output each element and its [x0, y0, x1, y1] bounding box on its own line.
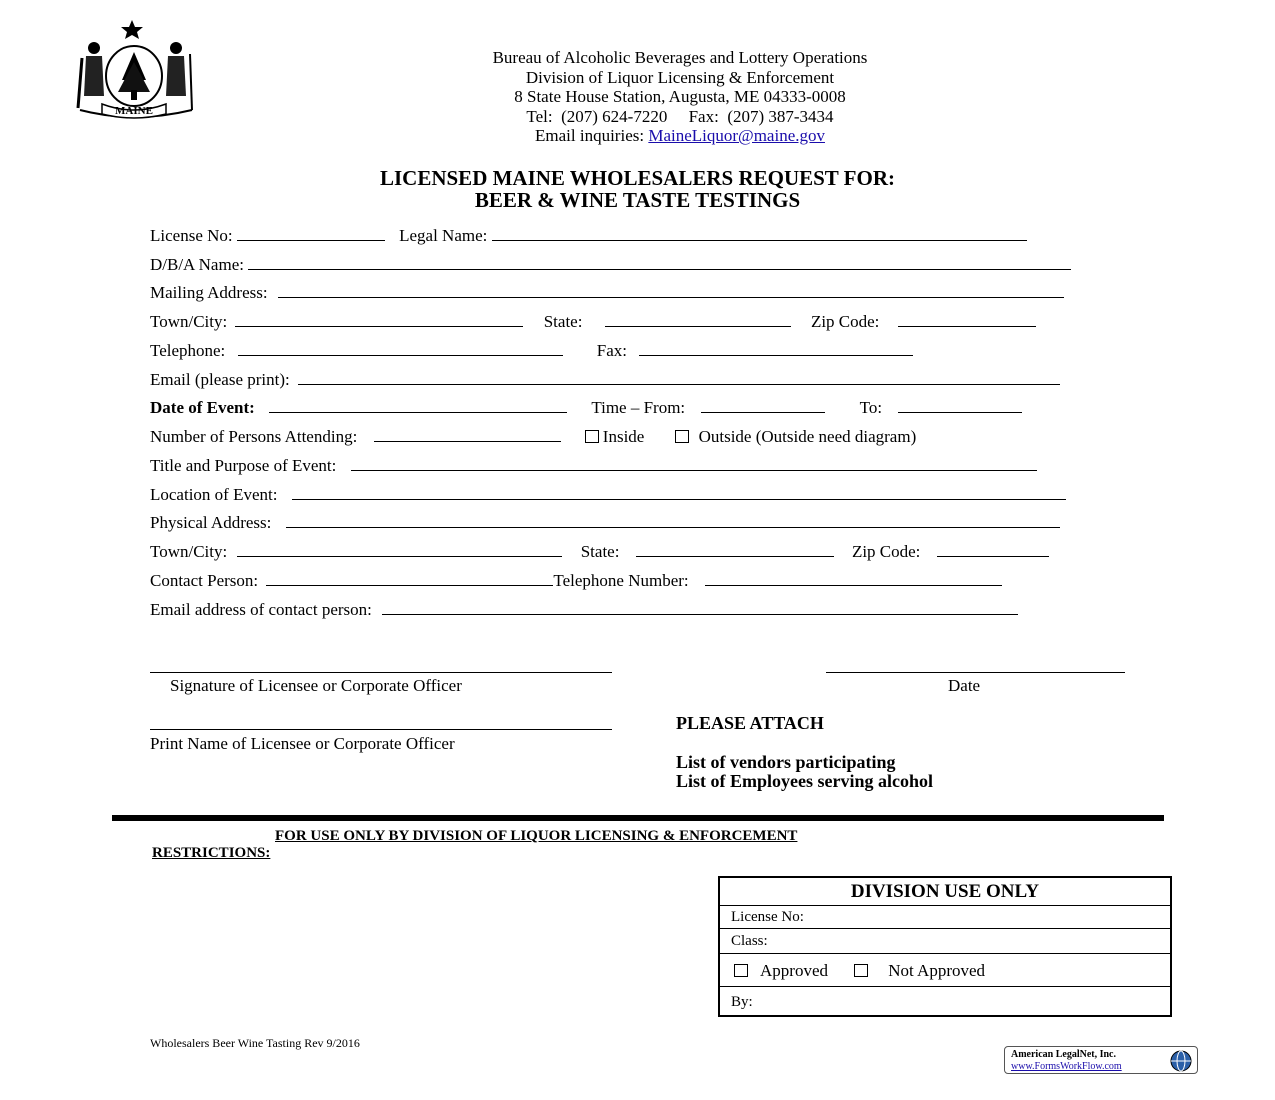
persons-label: Number of Persons Attending:	[150, 427, 358, 446]
zip-2-label: Zip Code:	[851, 542, 921, 561]
row-mailing	[150, 283, 1064, 303]
signature-label: Signature of Licensee or Corporate Officer	[170, 676, 462, 695]
title-line-1: LICENSED MAINE WHOLESALERS REQUEST FOR:	[379, 166, 895, 190]
division-class[interactable]: Class:	[720, 929, 1170, 954]
contact-phone-field[interactable]	[705, 571, 1002, 586]
division-by[interactable]: By:	[731, 994, 753, 1010]
not-approved-label: Not Approved	[888, 961, 986, 980]
physical-address-label: Physical Address:	[150, 513, 272, 532]
dba-label: D/B/A Name:	[150, 255, 244, 274]
email-link[interactable]: MaineLiquor@maine.gov	[648, 126, 825, 145]
license-no-label: License No:	[150, 226, 233, 245]
row-telephone	[150, 341, 913, 361]
agency-address: 8 State House Station, Augusta, ME 04333-0008	[514, 87, 846, 106]
attach-employees: List of Employees serving alcohol	[676, 771, 933, 791]
form-title	[200, 167, 1075, 211]
approved-checkbox[interactable]	[734, 964, 748, 977]
print-name-label: Print Name of Licensee or Corporate Officer	[150, 734, 455, 753]
division-use-notice: FOR USE ONLY BY DIVISION OF LIQUOR LICENSING & ENFORCEMENT	[275, 828, 798, 844]
telephone-field[interactable]	[238, 341, 563, 356]
state-field[interactable]	[605, 312, 791, 327]
inside-label: Inside	[602, 427, 645, 446]
mailing-address-field[interactable]	[278, 283, 1064, 298]
contact-email-field[interactable]	[382, 600, 1018, 615]
location-label: Location of Event:	[150, 485, 278, 504]
fax-label: Fax:	[596, 341, 628, 360]
physical-address-field[interactable]	[286, 513, 1060, 528]
division-box-title: DIVISION USE ONLY	[720, 878, 1170, 906]
attach-vendors: List of vendors participating	[676, 752, 896, 772]
row-email	[150, 370, 1060, 390]
row-title-purpose	[150, 456, 1037, 476]
agency-header	[380, 48, 980, 146]
maine-state-seal	[72, 18, 200, 120]
section-divider	[112, 815, 1164, 821]
zip-field[interactable]	[898, 312, 1036, 327]
title-purpose-label: Title and Purpose of Event:	[150, 456, 337, 475]
dba-field[interactable]	[248, 255, 1071, 270]
badge-url[interactable]: www.FormsWorkFlow.com	[1011, 1061, 1122, 1072]
row-contact	[150, 571, 1002, 591]
row-physical	[150, 513, 1060, 533]
zip-label: Zip Code:	[810, 312, 880, 331]
location-field[interactable]	[292, 485, 1066, 500]
legal-name-field[interactable]	[492, 226, 1027, 241]
town-2-field[interactable]	[237, 542, 562, 557]
date-of-event-label: Date of Event:	[150, 398, 255, 417]
agency-phones: Tel: (207) 624-7220 Fax: (207) 387-3434	[526, 106, 834, 126]
time-from-field[interactable]	[701, 398, 825, 413]
email-label-field: Email (please print):	[150, 370, 290, 389]
contact-person-label: Contact Person:	[150, 571, 259, 590]
email-label: Email inquiries:	[535, 126, 645, 145]
globe-icon	[1169, 1049, 1193, 1073]
zip-2-field[interactable]	[937, 542, 1049, 557]
please-attach-heading: PLEASE ATTACH	[676, 713, 824, 733]
seal-banner-text: MAINE	[115, 105, 153, 117]
state-2-label: State:	[580, 542, 620, 561]
town-2-label: Town/City:	[150, 542, 228, 561]
legal-name-label: Legal Name:	[399, 226, 488, 245]
mailing-address-label: Mailing Address:	[150, 283, 268, 302]
date-label: Date	[948, 676, 981, 695]
approved-label: Approved	[760, 961, 828, 980]
outside-checkbox[interactable]	[675, 430, 689, 443]
date-line[interactable]	[826, 672, 1125, 673]
division-use-box	[718, 876, 1172, 1017]
print-name-line[interactable]	[150, 729, 612, 730]
row-date	[150, 398, 1022, 418]
time-from-label: Time – From:	[591, 398, 686, 417]
date-of-event-field[interactable]	[269, 398, 567, 413]
email-field[interactable]	[298, 370, 1060, 385]
title-line-2: BEER & WINE TASTE TESTINGS	[474, 188, 801, 212]
division-name: Division of Liquor Licensing & Enforcement	[525, 67, 835, 87]
row-location	[150, 485, 1066, 505]
row-license	[150, 226, 1027, 246]
time-to-field[interactable]	[898, 398, 1022, 413]
row-dba	[150, 255, 1071, 275]
title-purpose-field[interactable]	[351, 456, 1037, 471]
division-license-no[interactable]: License No:	[720, 906, 1170, 929]
legalnet-badge[interactable]	[1004, 1046, 1198, 1074]
contact-person-field[interactable]	[266, 571, 553, 586]
agency-name: Bureau of Alcoholic Beverages and Lottery Operations	[492, 48, 868, 67]
time-to-label: To:	[859, 398, 883, 417]
form-revision: Wholesalers Beer Wine Tasting Rev 9/2016	[150, 1036, 360, 1050]
outside-label: Outside (Outside need diagram)	[698, 427, 917, 446]
email-inquiries	[380, 126, 980, 146]
town-field[interactable]	[235, 312, 523, 327]
signature-line[interactable]	[150, 672, 612, 673]
contact-phone-label: Telephone Number:	[553, 571, 689, 590]
restrictions-label: RESTRICTIONS:	[152, 845, 271, 861]
row-town-2	[150, 542, 1049, 562]
row-contact-email	[150, 600, 1018, 620]
badge-company: American LegalNet, Inc.	[1011, 1049, 1116, 1060]
license-no-field[interactable]	[237, 226, 385, 241]
row-persons	[150, 427, 916, 447]
telephone-label: Telephone:	[150, 341, 226, 360]
town-label: Town/City:	[150, 312, 228, 331]
state-label: State:	[543, 312, 583, 331]
contact-email-label: Email address of contact person:	[150, 600, 372, 619]
outside-option[interactable]	[675, 427, 917, 446]
approval-row	[720, 954, 1170, 987]
fax-field[interactable]	[639, 341, 913, 356]
persons-field[interactable]	[374, 427, 561, 442]
row-town	[150, 312, 1036, 332]
inside-option[interactable]	[585, 427, 645, 446]
inside-checkbox[interactable]	[585, 430, 599, 443]
state-2-field[interactable]	[636, 542, 834, 557]
not-approved-checkbox[interactable]	[854, 964, 868, 977]
